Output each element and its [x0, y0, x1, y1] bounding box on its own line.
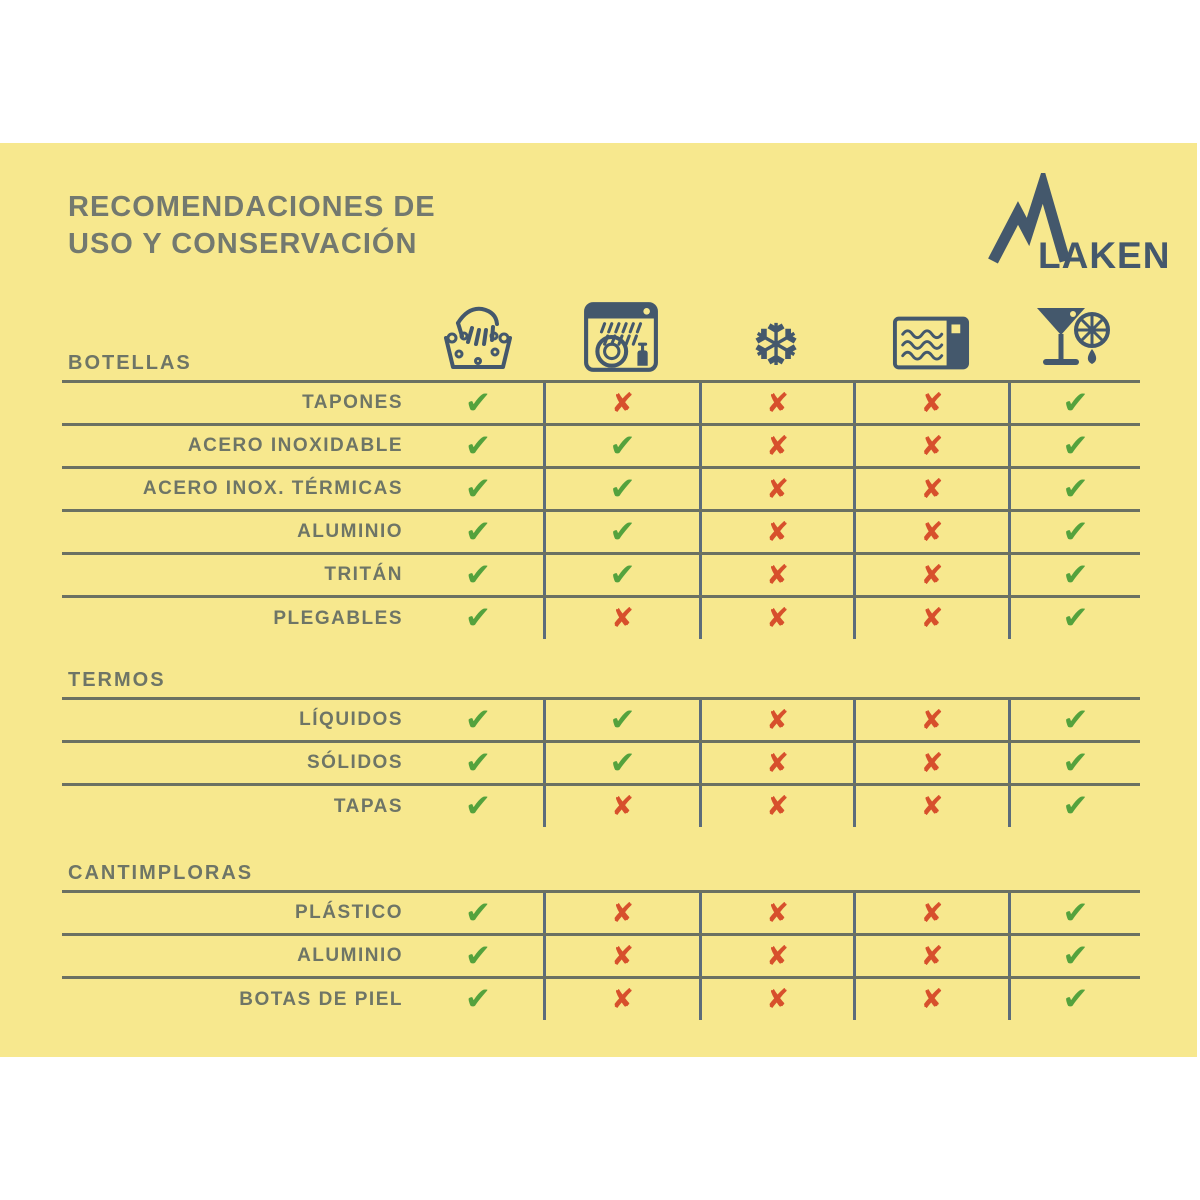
cross-icon: ✘ — [920, 473, 944, 505]
row-label: LÍQUIDOS — [299, 709, 403, 730]
row-label: BOTAS DE PIEL — [239, 988, 403, 1010]
care-table — [62, 293, 1140, 1020]
check-icon: ✔ — [465, 788, 491, 824]
row-label: PLÁSTICO — [294, 902, 403, 923]
row-label: ALUMINIO — [297, 945, 403, 966]
cross-icon: ✘ — [920, 940, 944, 972]
check-icon: ✔ — [609, 513, 636, 550]
table-row — [62, 383, 1140, 426]
check-icon: ✔ — [465, 470, 491, 507]
check-icon: ✔ — [1062, 470, 1089, 507]
check-icon: ✔ — [465, 513, 491, 550]
cross-icon: ✘ — [766, 897, 789, 929]
row-label: SÓLIDOS — [306, 752, 403, 773]
table-row — [62, 700, 1140, 743]
row-label: PLEGABLES — [273, 607, 403, 629]
cross-icon: ✘ — [611, 940, 634, 972]
check-icon: ✔ — [465, 701, 491, 738]
table-row — [62, 598, 1140, 639]
cross-icon: ✘ — [766, 984, 789, 1015]
cross-icon: ✘ — [766, 603, 789, 634]
check-icon: ✔ — [1062, 701, 1089, 738]
cross-icon: ✘ — [766, 747, 789, 779]
check-icon: ✔ — [465, 981, 491, 1017]
check-icon: ✔ — [465, 556, 491, 593]
check-icon: ✔ — [465, 384, 491, 421]
cross-icon: ✘ — [611, 897, 634, 929]
table-row — [62, 555, 1140, 598]
cross-icon: ✘ — [766, 791, 789, 822]
section-header-termos: TERMOS — [62, 639, 1140, 700]
check-icon: ✔ — [465, 744, 491, 781]
page-title-line1: RECOMENDACIONES DE — [68, 191, 436, 223]
page-title — [68, 189, 436, 263]
table-row — [62, 743, 1140, 786]
check-icon: ✔ — [465, 894, 491, 931]
check-icon: ✔ — [465, 600, 491, 636]
table-row — [62, 979, 1140, 1020]
check-icon: ✔ — [609, 701, 636, 738]
table-row — [62, 893, 1140, 936]
check-icon: ✔ — [609, 744, 636, 781]
cross-icon: ✘ — [766, 387, 789, 419]
check-icon: ✔ — [1062, 788, 1089, 824]
check-icon: ✔ — [1062, 427, 1089, 464]
cross-icon: ✘ — [611, 791, 634, 822]
cross-icon: ✘ — [611, 387, 634, 419]
hand-wash-icon — [438, 296, 518, 374]
table-row — [62, 426, 1140, 469]
check-icon: ✔ — [465, 427, 491, 464]
cross-icon: ✘ — [920, 516, 944, 548]
cross-icon: ✘ — [611, 984, 634, 1015]
check-icon: ✔ — [1062, 937, 1089, 974]
dishwasher-icon — [582, 300, 660, 374]
section-header-cantimploras: CANTIMPLORAS — [62, 827, 1140, 893]
cross-icon: ✘ — [920, 704, 944, 736]
row-label: ALUMINIO — [297, 521, 403, 542]
check-icon: ✔ — [1062, 981, 1089, 1017]
row-label: TAPAS — [333, 795, 403, 817]
cross-icon: ✘ — [766, 516, 789, 548]
check-icon: ✔ — [465, 937, 491, 974]
check-icon: ✔ — [609, 556, 636, 593]
cross-icon: ✘ — [766, 559, 789, 591]
cross-icon: ✘ — [920, 559, 944, 591]
cross-icon: ✘ — [766, 940, 789, 972]
check-icon: ✔ — [1062, 600, 1089, 636]
check-icon: ✔ — [1062, 894, 1089, 931]
logo-text: LAKEN — [1038, 235, 1171, 276]
cross-icon: ✘ — [920, 984, 944, 1015]
table-header — [62, 293, 1140, 383]
check-icon: ✔ — [1062, 556, 1089, 593]
table-row — [62, 936, 1140, 979]
check-icon: ✔ — [1062, 513, 1089, 550]
cross-icon: ✘ — [766, 473, 789, 505]
table-row — [62, 469, 1140, 512]
check-icon: ✔ — [1062, 384, 1089, 421]
check-icon: ✔ — [609, 427, 636, 464]
cross-icon: ✘ — [920, 897, 944, 929]
row-label: TRITÁN — [324, 564, 403, 585]
cross-icon: ✘ — [766, 430, 789, 462]
microwave-icon — [892, 312, 970, 374]
check-icon: ✔ — [609, 470, 636, 507]
cross-icon: ✘ — [920, 387, 944, 419]
row-label: TAPONES — [302, 392, 403, 413]
cross-icon: ✘ — [920, 430, 944, 462]
table-row — [62, 512, 1140, 555]
cross-icon: ✘ — [920, 747, 944, 779]
check-icon: ✔ — [1062, 744, 1089, 781]
cross-icon: ✘ — [611, 603, 634, 634]
drinks-icon — [1033, 296, 1115, 374]
section-header-botellas: BOTELLAS — [68, 352, 192, 374]
row-label: ACERO INOX. TÉRMICAS — [142, 478, 403, 499]
cross-icon: ✘ — [766, 704, 789, 736]
cross-icon: ✘ — [920, 603, 944, 634]
page-title-line2: USO Y CONSERVACIÓN — [68, 228, 418, 260]
cross-icon: ✘ — [920, 791, 944, 822]
yellow-panel — [0, 143, 1197, 1057]
laken-logo — [985, 173, 1171, 277]
freezer-icon: ❆ — [751, 311, 801, 379]
table-row — [62, 786, 1140, 827]
row-label: ACERO INOXIDABLE — [187, 435, 403, 456]
